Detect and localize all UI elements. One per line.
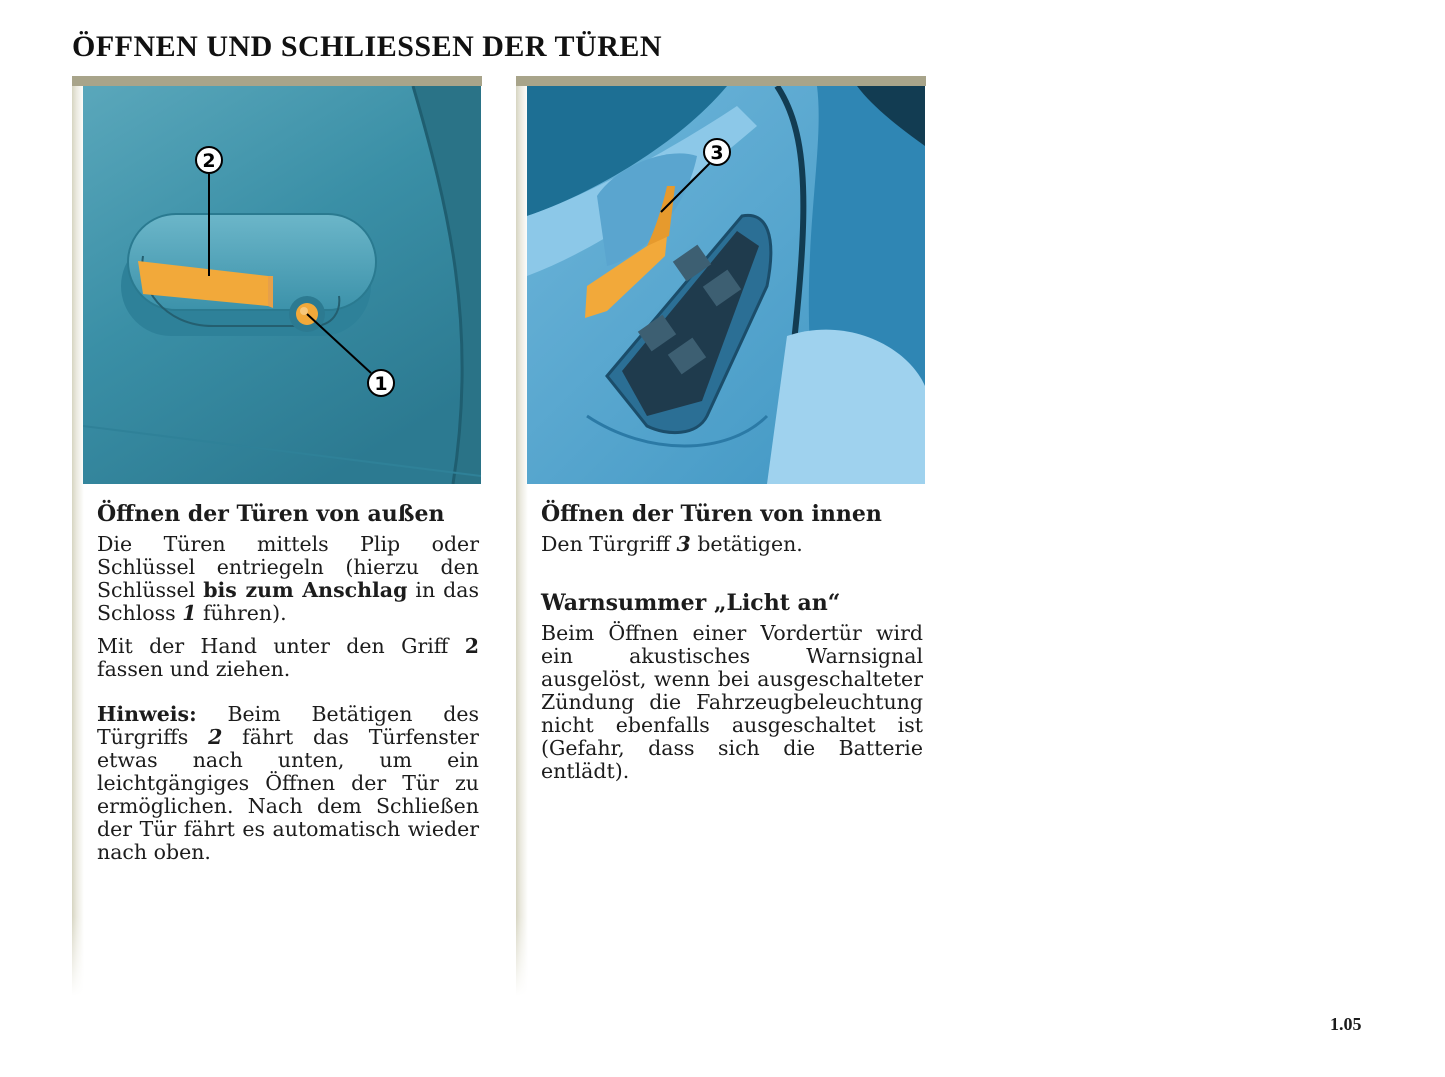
text-run: Beim Betätigen des Türgriffs (97, 702, 479, 749)
callout-label-2: 2 (202, 150, 216, 172)
text-run: betätigen. (690, 532, 803, 556)
text-run: Mit der Hand unter den Griff (97, 634, 465, 658)
callout-label-1: 1 (374, 373, 388, 395)
text-run: Den Türgriff (541, 532, 677, 556)
section-heading-open-inside: Öffnen der Türen von innen (541, 501, 882, 527)
text-run: führen). (196, 601, 287, 625)
left-column (72, 76, 482, 996)
paragraph-unlock (97, 533, 479, 625)
callout-label-3: 3 (710, 142, 724, 164)
page-title: ÖFFNEN UND SCHLIESSEN DER TÜREN (72, 30, 663, 63)
right-text-block (541, 501, 923, 793)
reference-number: 3 (676, 532, 691, 556)
right-column (516, 76, 926, 996)
reference-number: 1 (182, 601, 197, 625)
note-label: Hinweis: (97, 702, 197, 726)
exterior-door-handle-illustration (83, 86, 481, 484)
paragraph-lights-warning: Beim Öffnen einer Vordertür wird ein akustisches Warnsignal ausgelöst, wenn bei ausgeschalteter Zündung die Fahrzeugbeleuchtung nicht ebenfalls ausgeschaltet ist (Gefahr, dass sich die Batterie entlädt). (541, 621, 923, 783)
interior-door-handle-drawing (527, 86, 925, 484)
paragraph-note (97, 703, 479, 864)
text-run: fassen und ziehen. (97, 657, 291, 681)
emphasis-text: bis zum Anschlag (203, 578, 408, 602)
interior-door-handle-illustration (527, 86, 925, 484)
paragraph-pull-handle (97, 635, 479, 681)
text-run: Die Türen mittels Plip oder Schlüssel entriegeln (hierzu den Schlüssel (97, 532, 479, 602)
text-run: fährt das Türfenster etwas nach unten, um ein leichtgängiges Öffnen der Tür zu ermöglichen. Nach dem Schließen der Tür fährt es automatisch wieder nach oben. (97, 725, 479, 864)
reference-number: 2 (464, 634, 479, 658)
left-text-block (97, 501, 479, 874)
text-run: in das Schloss (97, 578, 479, 625)
paragraph-inner-handle (541, 533, 923, 556)
section-heading-open-outside: Öffnen der Türen von außen (97, 501, 445, 527)
exterior-door-handle-drawing (83, 86, 481, 484)
section-heading-lights-on-warning: Warnsummer „Licht an“ (541, 590, 841, 616)
page-number: 1.05 (1330, 1014, 1362, 1034)
reference-number: 2 (208, 725, 223, 749)
